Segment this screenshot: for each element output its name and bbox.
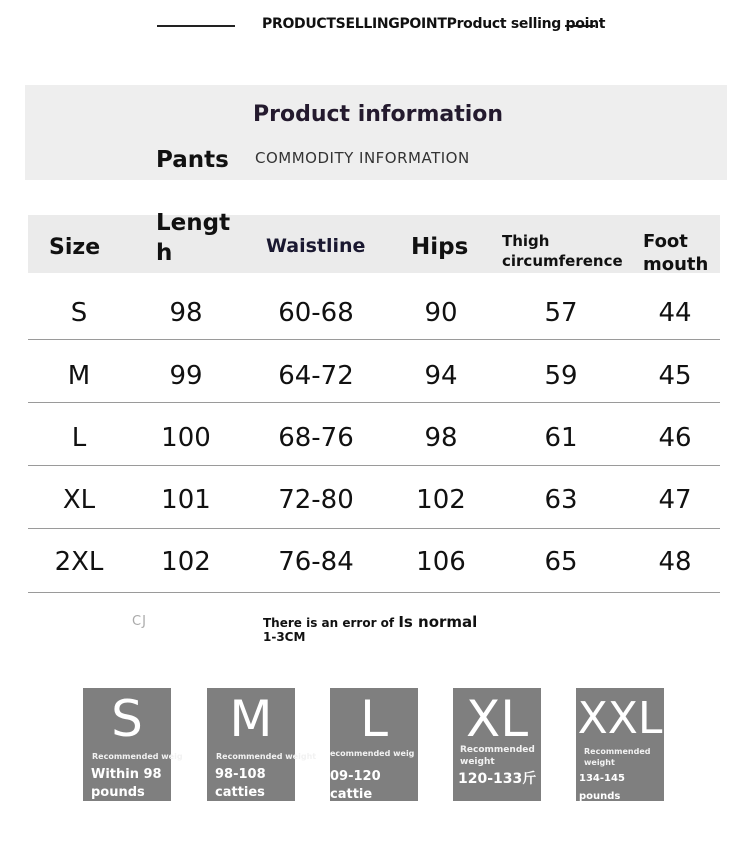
card-size-letter: L — [360, 690, 388, 748]
card-weight-value: 134-145 pounds — [579, 773, 625, 802]
cell-waistline: 60-68 — [278, 298, 354, 328]
header-thigh-line1: Thigh — [502, 232, 550, 250]
header-length-line2: h — [156, 240, 173, 266]
card-recommended-label: ecommended weig — [330, 749, 415, 758]
cell-foot-mouth: 46 — [658, 423, 692, 453]
header-length — [156, 208, 230, 268]
cell-waistline: 76-84 — [278, 547, 354, 577]
cell-size: 2XL — [54, 547, 104, 577]
row-divider — [28, 465, 720, 466]
card-recommended-label — [584, 746, 651, 768]
card-recommended-label: Recommended weight — [216, 752, 317, 761]
header-thigh — [502, 231, 623, 271]
cell-size: M — [67, 361, 91, 391]
header-foot-line1: Foot — [643, 231, 688, 252]
cell-size: S — [70, 298, 88, 328]
header-thigh-line2: circumference — [502, 252, 623, 270]
card-weight-line2: catties — [215, 785, 265, 800]
card-size-letter: XXL — [577, 693, 663, 744]
header-length-line1: Lengt — [156, 210, 231, 236]
cell-thigh: 61 — [544, 423, 578, 453]
size-card-m — [207, 688, 317, 801]
cell-waistline: 72-80 — [278, 485, 354, 515]
faded-watermark-text: CJ — [132, 614, 147, 629]
cell-waistline: 68-76 — [278, 423, 354, 453]
card-weight-value — [91, 766, 162, 802]
cell-length: 102 — [161, 547, 211, 577]
card-recommended-line1: Recommended — [460, 745, 535, 755]
card-size-letter: M — [229, 690, 273, 748]
size-card-s — [83, 688, 183, 801]
cell-foot-mouth: 45 — [658, 361, 692, 391]
cell-thigh: 57 — [544, 298, 578, 328]
row-divider — [28, 402, 720, 403]
row-divider — [28, 339, 720, 340]
cell-hips: 98 — [424, 423, 458, 453]
cell-thigh: 65 — [544, 547, 578, 577]
selling-point-sub: Product selling point — [446, 16, 606, 32]
error-note — [263, 613, 477, 631]
size-card-l — [330, 688, 418, 801]
size-card-xl — [453, 688, 541, 801]
card-recommended-line2: weight — [460, 757, 495, 767]
card-recommended-label — [460, 744, 535, 768]
error-note-emphasis: Is normal — [398, 613, 478, 631]
header-size: Size — [49, 235, 101, 260]
cell-size: XL — [62, 485, 96, 515]
selling-point-caps: PRODUCTSELLINGPOINT — [262, 16, 447, 32]
card-recommended-label: Recommended weig — [92, 752, 183, 761]
card-weight-line2: pounds — [91, 785, 145, 800]
cell-waistline: 64-72 — [278, 361, 354, 391]
cell-hips: 94 — [424, 361, 458, 391]
cell-foot-mouth: 44 — [658, 298, 692, 328]
header-waistline: Waistline — [266, 235, 366, 257]
header-foot-line2: mouth — [643, 254, 709, 275]
row-divider — [28, 592, 720, 593]
cell-size: L — [71, 423, 87, 453]
size-card-xxl — [576, 688, 664, 801]
cell-thigh: 63 — [544, 485, 578, 515]
cell-thigh: 59 — [544, 361, 578, 391]
cell-foot-mouth: 48 — [658, 547, 692, 577]
card-weight-value — [330, 768, 418, 804]
card-recommended-line1: Recommended — [584, 747, 651, 756]
card-size-letter: S — [111, 690, 143, 748]
product-info-subtitle: COMMODITY INFORMATION — [255, 149, 470, 167]
cell-foot-mouth: 47 — [658, 485, 692, 515]
error-note-range: 1-3CM — [263, 630, 306, 644]
card-recommended-line2: weight — [584, 758, 615, 767]
card-weight-value: 120-133斤 — [458, 771, 537, 787]
cell-hips: 90 — [424, 298, 458, 328]
cell-length: 98 — [169, 298, 203, 328]
card-size-letter: XL — [465, 690, 529, 748]
header-foot-mouth — [643, 230, 708, 276]
cell-hips: 102 — [416, 485, 466, 515]
selling-point-heading — [262, 16, 605, 32]
header-hips: Hips — [411, 234, 469, 260]
cell-length: 101 — [161, 485, 211, 515]
error-note-text: There is an error of — [263, 616, 399, 630]
card-weight-line1: 98-108 — [215, 767, 266, 782]
product-category: Pants — [156, 147, 229, 173]
card-weight-line1: 09-120 cattie — [330, 769, 381, 802]
row-divider — [28, 528, 720, 529]
cell-length: 99 — [169, 361, 203, 391]
cell-hips: 106 — [416, 547, 466, 577]
cell-length: 100 — [161, 423, 211, 453]
product-info-title: Product information — [253, 102, 504, 127]
card-weight-value — [215, 766, 266, 802]
header-rule-left — [157, 25, 235, 27]
card-weight-line1: Within 98 — [91, 767, 162, 782]
